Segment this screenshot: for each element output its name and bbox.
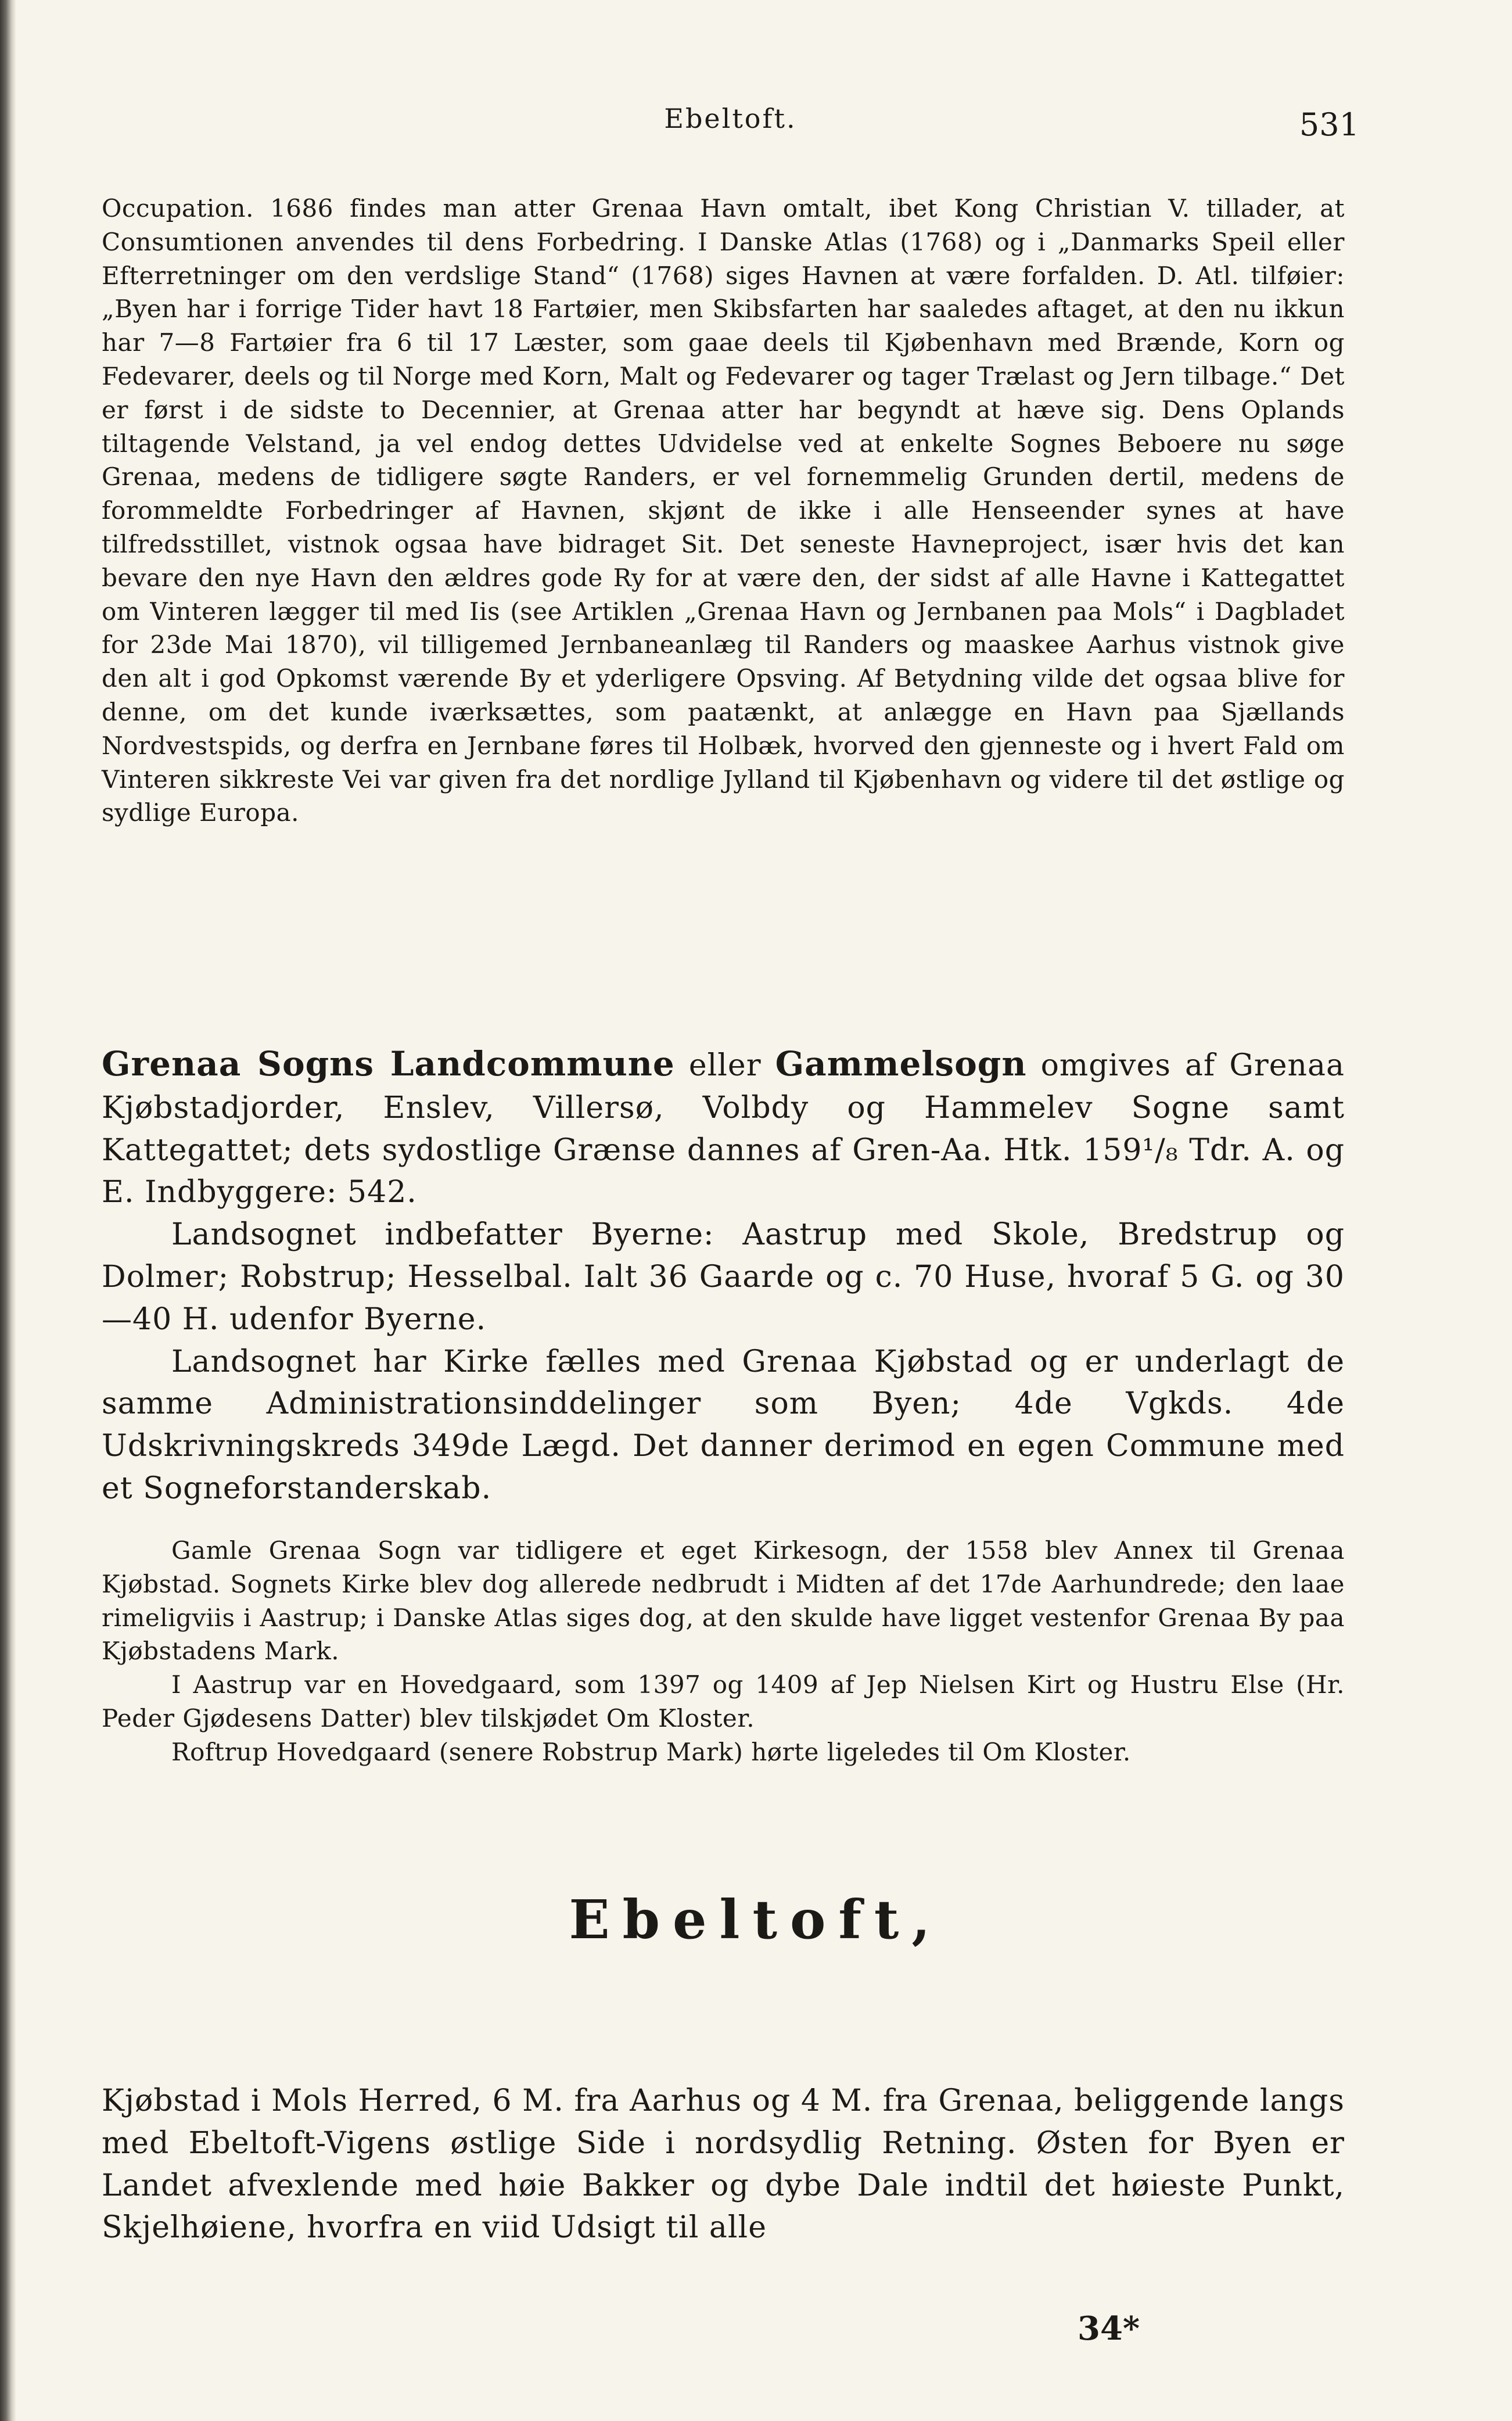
note-paragraph: Roftrup Hovedgaard (senere Robstrup Mark) hørte ligeledes til Om Kloster. [171,1737,1131,1766]
note-paragraph: I Aastrup var en Hovedgaard, som 1397 og 1409 af Jep Nielsen Kirt og Hustru Else (Hr. Peder Gjødesens Datter) blev tilskjødet Om Kloster. [102,1670,1345,1733]
section-heading: Grenaa Sogns Landcommune [102,1044,675,1084]
bottom-paragraph: Kjøbstad i Mols Herred, 6 M. fra Aarhus og 4 M. fra Grenaa, beliggende langs med Ebeltoft-Vigens østlige Side i nordsydlig Retning. Østen for Byen er Landet afvexlende med høie Bakker og dybe Dale indtil det høieste Punkt, Skjelhøiene, hvorfra en viid Udsigt til alle [102,2083,1345,2246]
page-number: 531 [1299,106,1359,143]
top-paragraph: Occupation. 1686 findes man atter Grenaa Havn omtalt, ibet Kong Christian V. tillader, at Consumtionen anvendes til dens Forbedring. I Danske Atlas (1768) og i „Danmarks Speil eller Efterretninger om den verdslige Stand“ (1768) siges Havnen at være forfalden. D. Atl. tilføier: „Byen har i forrige Tider havt 18 Fartøier, men Skibsfarten har saaledes aftaget, at den nu ikkun har 7—8 Fartøier fra 6 til 17 Læster, som gaae deels til Kjøbenhavn med Brænde, Korn og Fedevarer, deels og til Norge med Korn, Malt og Fedevarer og tager Trælast og Jern tilbage.“ Det er først i de sidste to Decennier, at Grenaa atter har begyndt at hæve sig. Dens Oplands tiltagende Velstand, ja vel endog dettes Udvidelse ved at enkelte Sognes Beboere nu søge Grenaa, medens de tidligere søgte Randers, er vel fornemmelig Grunden dertil, medens de forommeldte Forbedringer af Havnen, skjønt de ikke i alle Henseender synes at have tilfredsstillet, vistnok ogsaa have bidraget Sit. Det seneste Havneproject, især hvis det kan bevare den nye Havn den ældres gode Ry for at være den, der sidst af alle Havne i Kattegattet om Vinteren lægger til med Iis (see Artiklen „Grenaa Havn og Jernbanen paa Mols“ i Dagbladet for 23de Mai 1870), vil tilligemed Jernbaneanlæg til Randers og maaskee Aarhus vistnok give den alt i god Opkomst værende By et yderligere Opsving. Af Betydning vilde det ogsaa blive for denne, om det kunde iværksættes, som paatænkt, at anlægge en Havn paa Sjællands Nordvestspids, og derfra en Jernbane føres til Holbæk, hvorved den gjenneste og i hvert Fald om Vinteren sikkreste Vei var given fra det nordlige Jylland til Kjøbenhavn og videre til det østlige og sydlige Europa. [102,194,1345,827]
bottom-paragraph-block [102,2080,1345,2249]
section-heading-lead: eller [688,1048,762,1083]
section-paragraph-3: Landsognet har Kirke fælles med Grenaa Kjøbstad og er underlagt de samme Administrationsinddelinger som Byen; 4de Vgkds. 4de Udskrivningskreds 349de Lægd. Det danner derimod en egen Commune med et Sogneforstanderskab. [102,1344,1345,1506]
top-paragraph-block [102,192,1345,830]
note-paragraph: Gamle Grenaa Sogn var tidligere et eget Kirkesogn, der 1558 blev Annex til Grenaa Kjøbstad. Sognets Kirke blev dog allerede nedbrudt i Midten af det 17de Aarhundrede; den laae rimeligviis i Aastrup; i Danske Atlas siges dog, at den skulde have ligget vestenfor Grenaa By paa Kjøbstadens Mark. [102,1536,1345,1666]
section-paragraph-2: Landsognet indbefatter Byerne: Aastrup med Skole, Bredstrup og Dolmer; Robstrup; Hesselbal. Ialt 36 Gaarde og c. 70 Huse, hvoraf 5 G. og 30—40 H. udenfor Byerne. [102,1217,1345,1337]
main-heading: Ebeltoft, [569,1888,943,1951]
section-paragraph-1 [102,1043,1345,1214]
page-spine-shadow [0,0,16,2421]
section-alt-name: Gammelsogn [775,1044,1027,1084]
section-block [102,1043,1345,1510]
signature-mark: 34* [1078,2309,1140,2348]
running-head [102,96,1359,148]
notes-block [102,1534,1345,1769]
section-paragraph-1-text: omgives af Grenaa Kjøbstadjorder, Enslev, Villersø, Volbdy og Hammelev Sogne samt Kattegattet; dets sydostlige Grænse dannes af Gren-Aa. Htk. 159¹/₈ Tdr. A. og E. Indbyggere: 542. [102,1048,1345,1210]
running-title: Ebeltoft. [664,103,797,134]
